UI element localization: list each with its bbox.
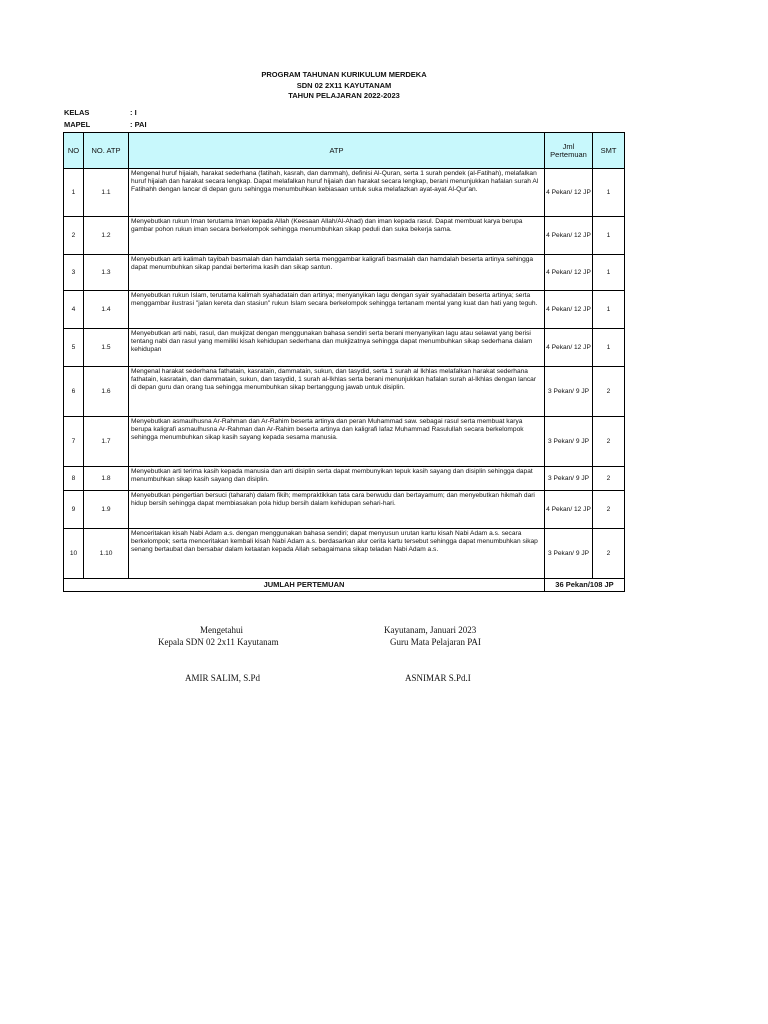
col-header-smt: SMT (593, 133, 625, 169)
atp-table (63, 132, 625, 592)
mapel-row (64, 119, 147, 131)
row-no: 6 (64, 367, 84, 417)
row-atp-number: 1.1 (84, 169, 129, 217)
table-header-row (64, 133, 625, 169)
row-smt: 1 (593, 169, 625, 217)
row-no: 8 (64, 467, 84, 491)
row-no: 3 (64, 255, 84, 291)
row-smt: 2 (593, 367, 625, 417)
table-row (64, 329, 625, 367)
academic-year: TAHUN PELAJARAN 2022-2023 (288, 91, 400, 100)
row-atp-number: 1.2 (84, 217, 129, 255)
left-signer-name: AMIR SALIM, S.Pd (185, 673, 261, 683)
table-row (64, 467, 625, 491)
left-sig-line1: Mengetahui (200, 625, 243, 635)
col-header-atp: ATP (129, 133, 545, 169)
col-header-no: NO (64, 133, 84, 169)
table-row (64, 217, 625, 255)
row-smt: 2 (593, 491, 625, 529)
row-jml-pertemuan: 3 Pekan/ 9 JP (545, 467, 593, 491)
row-jml-pertemuan: 4 Pekan/ 12 JP (545, 291, 593, 329)
row-atp-number: 1.6 (84, 367, 129, 417)
table-row (64, 255, 625, 291)
row-smt: 1 (593, 291, 625, 329)
row-smt: 1 (593, 255, 625, 291)
row-smt: 1 (593, 217, 625, 255)
row-atp-description: Menceritakan kisah Nabi Adam a.s. dengan menggunakan bahasa sendiri; dapat menyusun urutan kartu kisah Nabi Adam a.s. secara berkelompok; serta menceritakan kembali kisah Nabi Adam a.s. berdasarkan alur cerita kartu tersebut sehingga dapat menumbuhkan sikap senang bertaubat dan bersabar dalam ketaatan kepada Allah sebagaimana sikap teladan Nabi Adam a.s. (129, 529, 545, 579)
table-row (64, 417, 625, 467)
col-header-no-atp: NO. ATP (84, 133, 129, 169)
row-atp-number: 1.7 (84, 417, 129, 467)
row-atp-description: Mengenal huruf hijaiah, harakat sederhana (fatihah, kasrah, dan dammah), definisi Al-Quran, serta 1 surah pendek (al-Fatihah), melafalkan huruf hijaiah dan harakat secara lengkap. Dapat melafalkan huruf hijaiah dan harakat secara lengkap, berani menunjukkan hafalan surah Al Fatihahh dengan lancar di depan guru sehingga menumbuhkan kebiasaan untuk suka melafazkan ayat-ayat Al-Qur'an. (129, 169, 545, 217)
school-name: SDN 02 2X11 KAYUTANAM (296, 80, 392, 90)
mapel-value: : PAI (130, 120, 147, 129)
row-jml-pertemuan: 4 Pekan/ 12 JP (545, 255, 593, 291)
total-label: JUMLAH PERTEMUAN (64, 579, 545, 592)
document-header (64, 70, 624, 102)
left-sig-line2: Kepala SDN 02 2x11 Kayutanam (158, 637, 279, 647)
row-smt: 2 (593, 467, 625, 491)
row-no: 7 (64, 417, 84, 467)
table-row (64, 291, 625, 329)
row-atp-description: Menyebutkan arti kalimah tayibah basmalah dan hamdalah serta menggambar kaligrafi basmalah dan hamdalah beserta artinya sehingga dapat menumbuhkan sikap pandai berterima kasih dan sikap santun. (129, 255, 545, 291)
kelas-row (64, 107, 137, 119)
row-no: 5 (64, 329, 84, 367)
row-atp-number: 1.10 (84, 529, 129, 579)
row-no: 9 (64, 491, 84, 529)
kelas-value: : I (130, 108, 137, 117)
table-row (64, 169, 625, 217)
col-header-jml-pertemuan: Jml Pertemuan (545, 133, 593, 169)
row-atp-description: Menyebutkan pengertian bersuci (taharah) dalam fikih; mempraktikkan tata cara berwudu dan bertayamum; dan menyebutkan hikmah dari hidup bersih sehingga dapat membiasakan pola hidup bersih dalam kehidupan sehari-hari. (129, 491, 545, 529)
right-signer-name: ASNIMAR S.Pd.I (405, 673, 471, 683)
total-row (64, 579, 625, 592)
row-atp-description: Menyebutkan rukun Islam, terutama kalimah syahadatain dan artinya; menyanyikan lagu dengan syair syahadatain beserta artinya; serta menggambar ilustrasi "jalan kereta dan stasiun" rukun Islam secara berkelompok sehingga tertanam mental yang kuat dan hati yang teguh. (129, 291, 545, 329)
row-jml-pertemuan: 4 Pekan/ 12 JP (545, 217, 593, 255)
program-title: PROGRAM TAHUNAN KURIKULUM MERDEKA (261, 70, 427, 79)
total-value: 36 Pekan/108 JP (545, 579, 625, 592)
row-smt: 2 (593, 529, 625, 579)
table-row (64, 491, 625, 529)
row-atp-description: Menyebutkan asmaulhusna Ar-Rahman dan Ar-Rahim beserta artinya dan peran Muhammad saw. sebagai rasul serta membuat karya berupa kaligrafi asmaulhusna Ar-Rahman dan Ar-Rahim beserta artinya dan kaligrafi lafaz Muhammad Rasulullah secara berkelompok sehingga menumbuhkan sikap kasih sayang kepada sesama manusia. (129, 417, 545, 467)
kelas-label: KELAS (64, 108, 90, 117)
row-no: 2 (64, 217, 84, 255)
row-atp-description: Menyebutkan arti terima kasih kepada manusia dan arti disiplin serta dapat membunyikan tepuk kasih sayang dan disiplin sehingga dapat menumbuhkan sikap kasih sayang dan disiplin. (129, 467, 545, 491)
row-atp-number: 1.5 (84, 329, 129, 367)
row-atp-description: Menyebutkan rukun Iman terutama Iman kepada Allah (Keesaan Allah/Al-Ahad) dan iman kepada rasul. Dapat membuat karya berupa gambar pohon rukun iman secara berkelompok sehingga menumbuhkan sikap peduli dan suka bekerja sama. (129, 217, 545, 255)
mapel-label: MAPEL (64, 120, 91, 129)
row-atp-description: Mengenal harakat sederhana fathatain, kasratain, dammatain, sukun, dan tasydid, serta 1 surah al Ikhlas melafalkan harakat sederhana fathatain, kasratain, dan dammatain, sukun, dan tasydid, 1 surah al-Ikhlas serta berani menunjukkan hafalan surah al-Ikhlas dengan lancar di depan guru dan orang tua sehingga menumbuhkan sikap bertanggung jawab untuk disiplin. (129, 367, 545, 417)
left-signature (158, 624, 321, 648)
row-smt: 2 (593, 417, 625, 467)
row-atp-number: 1.8 (84, 467, 129, 491)
row-jml-pertemuan: 4 Pekan/ 12 JP (545, 491, 593, 529)
table-row (64, 529, 625, 579)
row-jml-pertemuan: 4 Pekan/ 12 JP (545, 329, 593, 367)
right-sig-line1: Kayutanam, Januari 2023 (384, 625, 477, 635)
right-signature (384, 624, 481, 648)
table-row (64, 367, 625, 417)
row-no: 10 (64, 529, 84, 579)
row-atp-number: 1.3 (84, 255, 129, 291)
row-atp-number: 1.4 (84, 291, 129, 329)
row-jml-pertemuan: 3 Pekan/ 9 JP (545, 529, 593, 579)
right-sig-line2: Guru Mata Pelajaran PAI (390, 637, 481, 647)
row-jml-pertemuan: 4 Pekan/ 12 JP (545, 169, 593, 217)
row-jml-pertemuan: 3 Pekan/ 9 JP (545, 417, 593, 467)
row-atp-description: Menyebutkan arti nabi, rasul, dan mukjizat dengan menggunakan bahasa sendiri serta berani menyanyikan lagu atau selawat yang berisi tentang nabi dan rasul yang memiliki kisah kehidupan sederhana dan mukjizatnya sehingga dapat menumbuhkan sikap sederhana dalam kehidupan (129, 329, 545, 367)
row-smt: 1 (593, 329, 625, 367)
row-jml-pertemuan: 3 Pekan/ 9 JP (545, 367, 593, 417)
row-no: 1 (64, 169, 84, 217)
row-no: 4 (64, 291, 84, 329)
row-atp-number: 1.9 (84, 491, 129, 529)
